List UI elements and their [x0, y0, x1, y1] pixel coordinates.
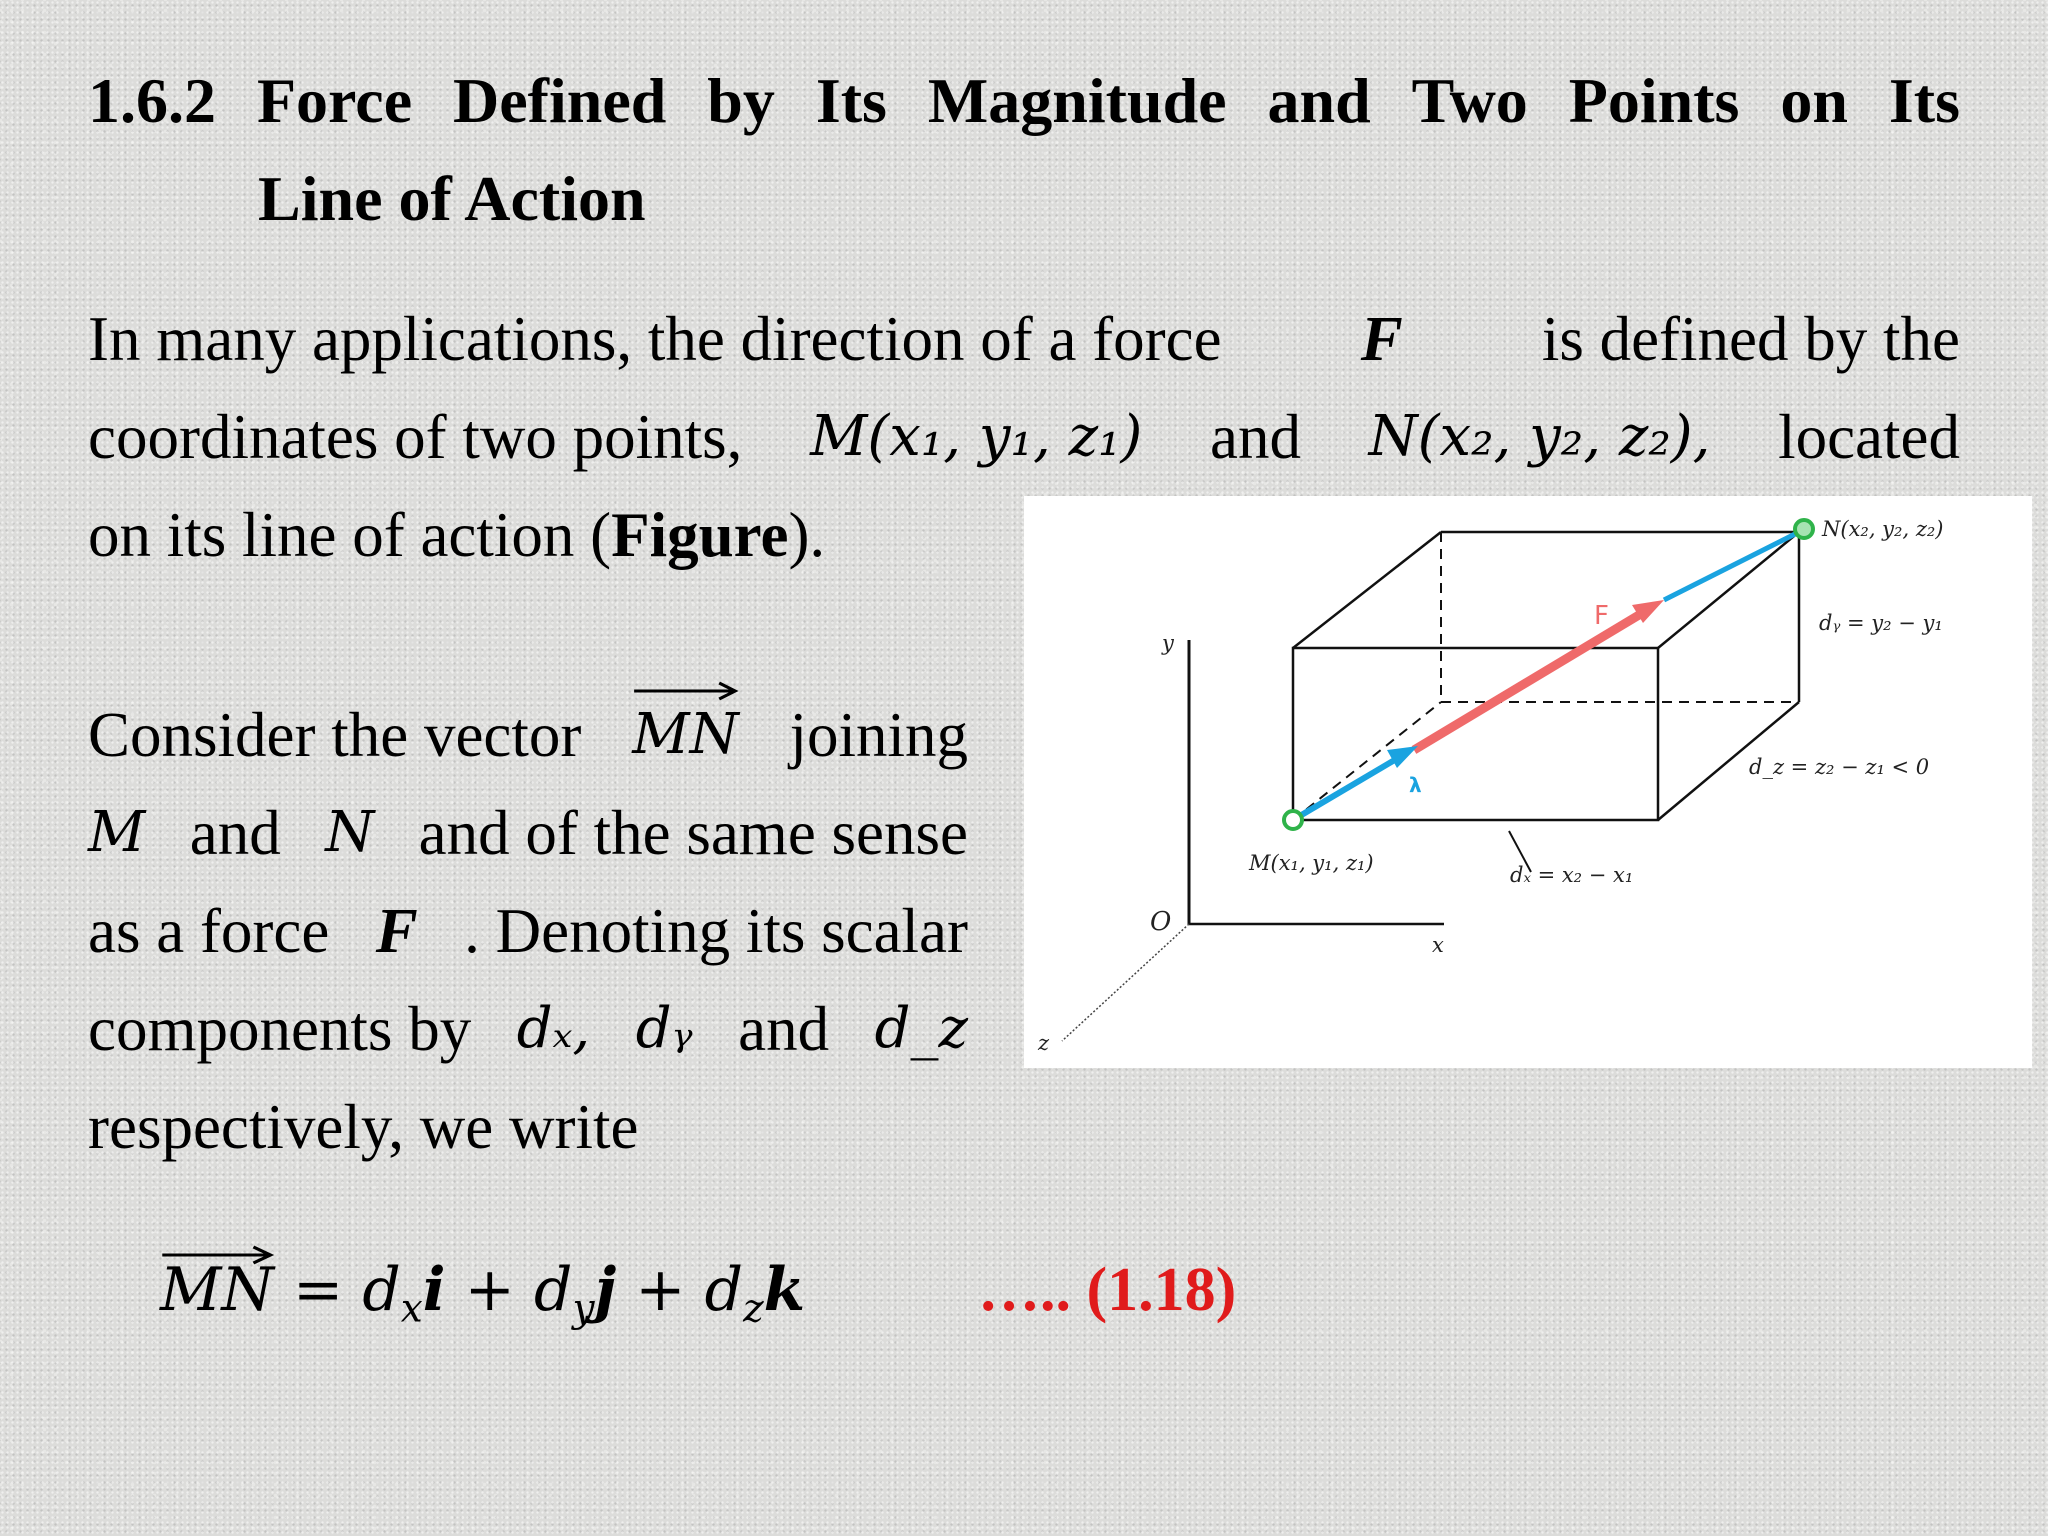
force-symbol: F — [375, 896, 418, 966]
heading-line-1 — [88, 52, 1960, 150]
paragraph-line — [88, 980, 968, 1078]
point-n — [1795, 520, 1813, 538]
text-span: ). — [788, 500, 826, 570]
equation-number: ….. (1.18) — [978, 1256, 1237, 1324]
text-span: joining — [789, 700, 968, 770]
unit-vector-lambda — [1293, 758, 1398, 820]
term-dy: $d_yj$ — [534, 1255, 617, 1332]
label-x-axis: x — [1432, 933, 1444, 957]
point-m-symbol: M — [88, 800, 146, 865]
paragraph-line — [88, 686, 968, 784]
text-span: and — [1210, 402, 1301, 472]
text-span: respectively, we write — [88, 1092, 639, 1162]
label-dz: d_z = z₂ − z₁ < 0 — [1749, 755, 1930, 779]
text-span: coordinates of two points, — [88, 402, 743, 472]
point-n-coordinates: N(x₂, y₂, z₂), — [1368, 404, 1711, 469]
z-axis — [1062, 924, 1189, 1041]
label-dx: dₓ = x₂ − x₁ — [1510, 863, 1634, 887]
point-m — [1284, 811, 1302, 829]
label-dy: dᵧ = y₂ − y₁ — [1819, 611, 1943, 635]
term-dx: $d_xi$ — [362, 1255, 446, 1332]
paragraph-line — [88, 784, 968, 882]
paragraph-line — [88, 1078, 968, 1176]
heading-line-2: Line of Action — [258, 163, 646, 234]
vector-mn-label: MN — [160, 1255, 274, 1325]
label-y-axis: y — [1162, 631, 1174, 655]
equals-sign: = — [293, 1255, 344, 1325]
label-origin: O — [1150, 907, 1172, 937]
heading-word: on — [1780, 65, 1848, 136]
heading-word: Points — [1568, 65, 1740, 136]
heading-word: Two — [1411, 65, 1528, 136]
label-point-n: N(x₂, y₂, z₂) — [1822, 517, 1944, 541]
text-span: . Denoting its scalar — [464, 896, 968, 966]
heading-word: and — [1267, 65, 1371, 136]
text-span: on its line of action ( — [88, 500, 612, 570]
overarrow-icon — [632, 680, 738, 702]
force-symbol: F — [1360, 304, 1403, 374]
point-n-symbol: N — [325, 800, 375, 865]
heading-word: Magnitude — [927, 65, 1227, 136]
vector-segment-upper — [1664, 532, 1799, 600]
plus-sign: + — [464, 1255, 515, 1325]
heading-word: Force — [256, 65, 413, 136]
paragraph-line — [88, 388, 1960, 486]
force-diagram-figure — [1024, 496, 2032, 1068]
heading-word: Its — [1888, 65, 1960, 136]
vector-paragraph — [88, 686, 968, 1176]
section-number: 1.6.2 — [88, 65, 216, 136]
section-heading — [88, 52, 1960, 248]
label-point-m: M(x₁, y₁, z₁) — [1249, 851, 1374, 875]
overarrow-icon — [160, 1244, 274, 1266]
equation-1-18 — [160, 1250, 805, 1330]
vector-mn — [632, 686, 738, 784]
force-diagram — [1024, 496, 2032, 1068]
plus-sign: + — [635, 1255, 686, 1325]
text-span: Consider the vector — [88, 700, 582, 770]
component-dy: dᵧ — [635, 996, 693, 1061]
component-dz: d_z — [874, 996, 968, 1061]
point-m-coordinates: M(x₁, y₁, z₁) — [810, 404, 1143, 469]
label-z-axis: z — [1038, 1031, 1050, 1055]
force-vector-f — [1414, 612, 1644, 750]
text-span: components by — [88, 994, 472, 1064]
text-span: In many applications, the direction of a force — [88, 304, 1222, 374]
vector-mn — [160, 1250, 274, 1330]
paragraph-line — [88, 882, 968, 980]
text-span: and of the same sense — [418, 798, 968, 868]
term-dz: $d_zk$ — [704, 1255, 806, 1332]
heading-word: Defined — [453, 65, 667, 136]
label-force-f: F — [1594, 601, 1609, 631]
component-dx: dₓ, — [516, 996, 591, 1061]
text-span: and — [738, 994, 830, 1064]
text-span: located — [1778, 402, 1960, 472]
label-lambda: λ — [1409, 773, 1422, 797]
text-span: is defined by the — [1541, 304, 1960, 374]
text-span: and — [189, 798, 281, 868]
vector-mn-label: MN — [632, 702, 739, 767]
heading-word: Its — [815, 65, 887, 136]
text-span: as a force — [88, 896, 330, 966]
heading-word: by — [707, 65, 775, 136]
paragraph-line — [88, 290, 1960, 388]
figure-reference: Figure — [611, 500, 789, 570]
